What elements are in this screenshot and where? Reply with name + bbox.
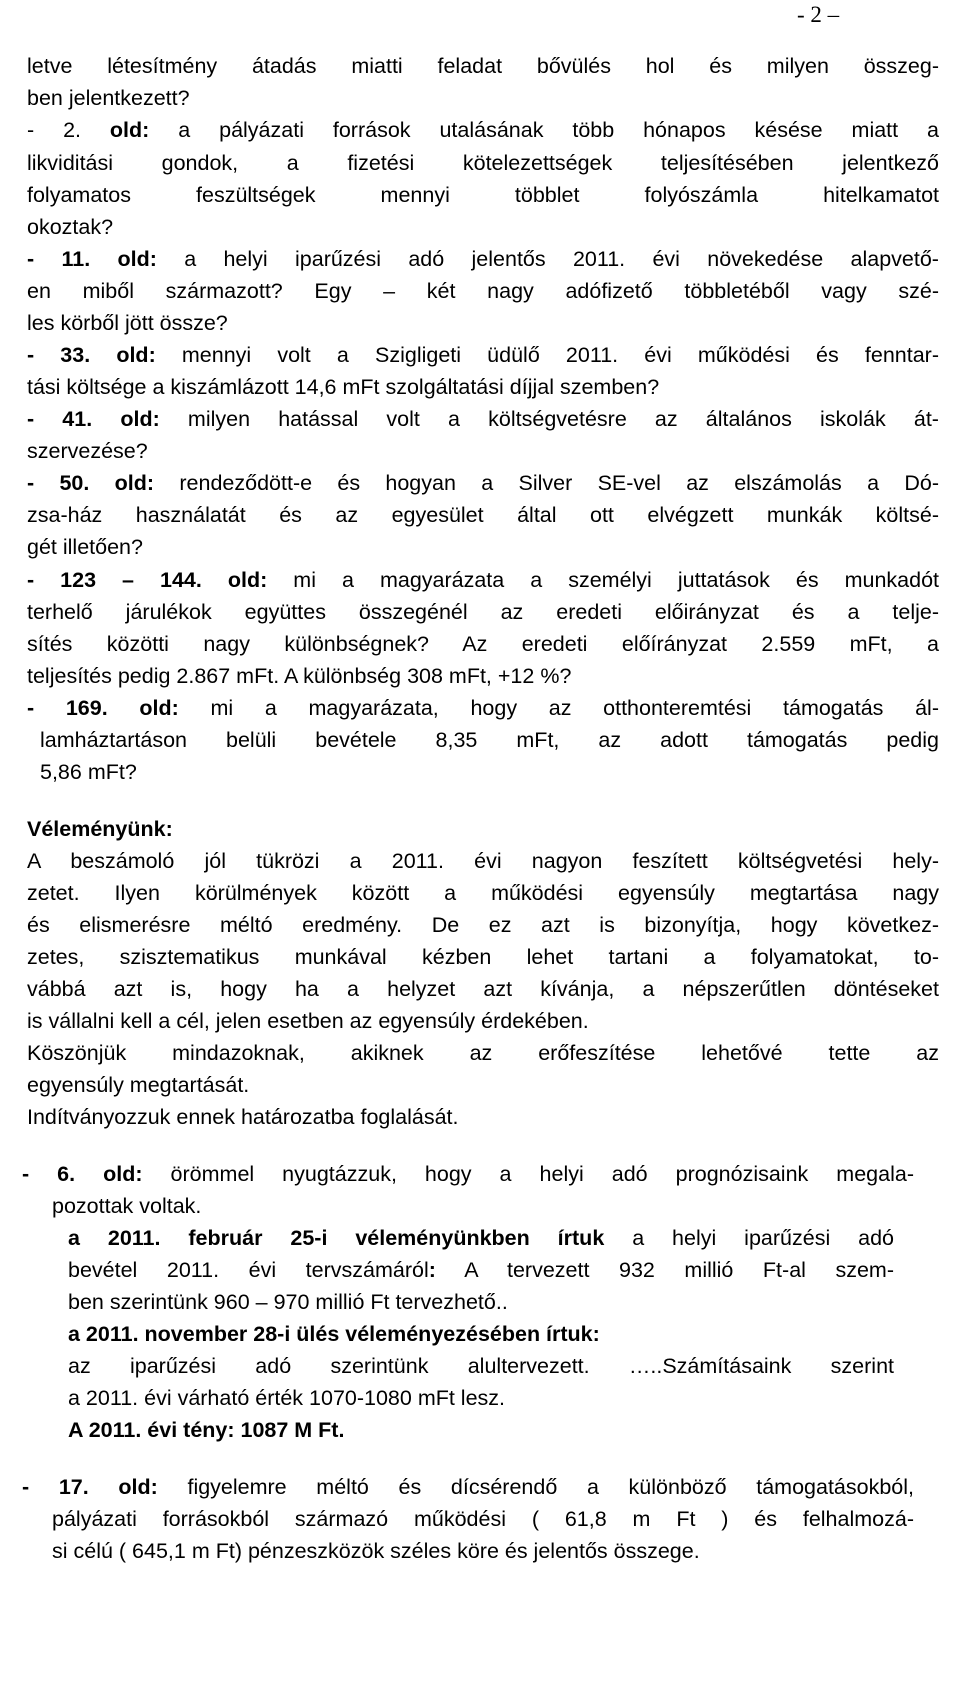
question-33-text: mennyi volt a Szigligeti üdülő 2011. évi működési és fenntar- [181, 343, 939, 367]
item-6-november-line-1: az iparűzési adó szerintünk alultervezett. …..Számításaink szerint [68, 1354, 894, 1378]
page-number: - 2 – [797, 2, 840, 27]
opinion-p3: Indítványozzuk ennek határozatba foglalását. [27, 1105, 459, 1129]
question-169-line-1 [27, 694, 939, 722]
opinion-p1-line-2: zetet. Ilyen körülmények között a működési egyensúly megtartása nagy [27, 881, 939, 905]
opinion-heading: Véleményünk: [27, 817, 173, 841]
opinion-p2-line-1: Köszönjük mindazoknak, akiknek az erőfeszítése lehetővé tette az [27, 1041, 939, 1065]
question-2-line-1 [27, 116, 939, 144]
opinion-p1-line-5: vábbá azt is, hogy ha a helyzet azt kívánja, a népszerűtlen döntéseket [27, 977, 939, 1001]
item-17-text: figyelemre méltó és dícsérendő a különböző támogatásokból, [187, 1475, 914, 1499]
question-11-line-3: les körből jött össze? [27, 311, 228, 335]
question-169-line-3: 5,86 mFt? [40, 760, 137, 784]
question-50-line-1 [27, 469, 939, 497]
question-169-line-2: lamháztartáson belüli bevétele 8,35 mFt, az adott támogatás pedig [40, 728, 939, 752]
item-17-number: - 17. [22, 1475, 89, 1499]
question-41-line-1 [27, 405, 939, 433]
item-6-february-line-3: ben szerintünk 960 – 970 millió Ft tervezhető.. [68, 1290, 508, 1314]
question-123-line-4: teljesítés pedig 2.867 mFt. A különbség 308 mFt, +12 %? [27, 664, 572, 688]
question-33-old-label: old: [116, 343, 156, 367]
opinion-p1-line-1: A beszámoló jól tükrözi a 2011. évi nagyon feszített költségvetési hely- [27, 849, 939, 873]
item-17-line-3: si célú ( 645,1 m Ft) pénzeszközök széles köre és jelentős összege. [52, 1539, 700, 1563]
question-41-text: milyen hatással volt a költségvetésre az általános iskolák át- [187, 407, 939, 431]
question-2-number: - 2. [27, 118, 81, 142]
question-50-old-label: old: [114, 471, 155, 495]
question-33-number: - 33. [27, 343, 91, 367]
question-2-old-label: old: [109, 118, 150, 142]
actual-value: A 2011. évi tény: 1087 M Ft. [68, 1418, 345, 1442]
february-plan-colon: : [428, 1258, 436, 1282]
question-2-line-3: folyamatos feszültségek mennyi többlet folyószámla hitelkamatot [27, 183, 939, 207]
item-17-line-1 [22, 1473, 914, 1501]
item-6-line-1 [22, 1160, 914, 1188]
question-11-old-label: old: [117, 247, 157, 271]
question-2-line-4: okoztak? [27, 215, 114, 239]
question-33-line-2: tási költsége a kiszámlázott 14,6 mFt szolgáltatási díjjal szemben? [27, 375, 660, 399]
item-6-number: - 6. [22, 1162, 76, 1186]
opinion-p2-line-2: egyensúly megtartását. [27, 1073, 250, 1097]
item-17-old-label: old: [118, 1475, 158, 1499]
question-50-line-3: gét illetően? [27, 535, 143, 559]
february-opinion-label: a 2011. február 25-i véleményünkben írtuk [68, 1226, 605, 1250]
question-1-line-2: ben jelentkezett? [27, 86, 190, 110]
opinion-p1-line-4: zetes, szisztematikus munkával kézben lehet tartani a folyamatokat, to- [27, 945, 939, 969]
question-123-line-3: sítés közötti nagy különbségnek? Az eredeti előírányzat 2.559 mFt, a [27, 632, 939, 656]
question-11-line-1 [27, 245, 939, 273]
question-123-line-2: terhelő járulékok együttes összegénél az eredeti előirányzat és a telje- [27, 600, 939, 624]
question-41-old-label: old: [120, 407, 160, 431]
item-6-old-label: old: [103, 1162, 143, 1186]
question-50-text: rendeződött-e és hogyan a Silver SE-vel az elszámolás a Dó- [179, 471, 939, 495]
opinion-p1-line-6: is vállalni kell a cél, jelen esetben az egyensúly érdekében. [27, 1009, 589, 1033]
november-opinion-label: a 2011. november 28-i ülés véleményezésében írtuk: [68, 1322, 600, 1346]
question-50-number: - 50. [27, 471, 90, 495]
february-plan-text: A tervezett 932 millió Ft-al szem- [464, 1258, 894, 1282]
question-169-old-label: old: [139, 696, 179, 720]
february-opinion-text: a helyi iparűzési adó [632, 1226, 894, 1250]
item-6-february-line-2 [68, 1256, 894, 1284]
question-11-number: - 11. [27, 247, 91, 271]
question-123-number: - 123 – 144. [27, 568, 202, 592]
item-6-line-2: pozottak voltak. [52, 1194, 202, 1218]
question-169-number: - 169. [27, 696, 108, 720]
question-50-line-2: zsa-ház használatát és az egyesület által ott elvégzett munkák költsé- [27, 503, 939, 527]
question-11-line-2: en miből származott? Egy – két nagy adófizető többletéből vagy szé- [27, 279, 939, 303]
question-33-line-1 [27, 341, 939, 369]
item-6-february-line-1 [68, 1224, 894, 1252]
february-plan-label: bevétel 2011. évi tervszámáról [68, 1258, 429, 1282]
question-123-old-label: old: [227, 568, 268, 592]
question-123-line-1 [27, 566, 939, 594]
question-123-text: mi a magyarázata a személyi juttatások és munkadót [293, 568, 939, 592]
question-1-line-1: letve létesítmény átadás miatti feladat bővülés hol és milyen összeg- [27, 54, 939, 78]
opinion-p1-line-3: és elismerésre méltó eredmény. De ez azt is bizonyítja, hogy következ- [27, 913, 939, 937]
question-2-line-2: likviditási gondok, a fizetési kötelezettségek teljesítésében jelentkező [27, 151, 939, 175]
item-17-line-2: pályázati forrásokból származó működési ( 61,8 m Ft ) és felhalmozá- [52, 1507, 914, 1531]
item-6-november-line-2: a 2011. évi várható érték 1070-1080 mFt lesz. [68, 1386, 506, 1410]
question-169-text: mi a magyarázata, hogy az otthonteremtési támogatás ál- [210, 696, 939, 720]
question-41-number: - 41. [27, 407, 93, 431]
question-2-text: a pályázati források utalásának több hónapos késése miatt a [178, 118, 939, 142]
question-11-text: a helyi iparűzési adó jelentős 2011. évi növekedése alapvető- [184, 247, 939, 271]
item-6-text: örömmel nyugtázzuk, hogy a helyi adó prognózisaink megala- [170, 1162, 914, 1186]
question-41-line-2: szervezése? [27, 439, 148, 463]
